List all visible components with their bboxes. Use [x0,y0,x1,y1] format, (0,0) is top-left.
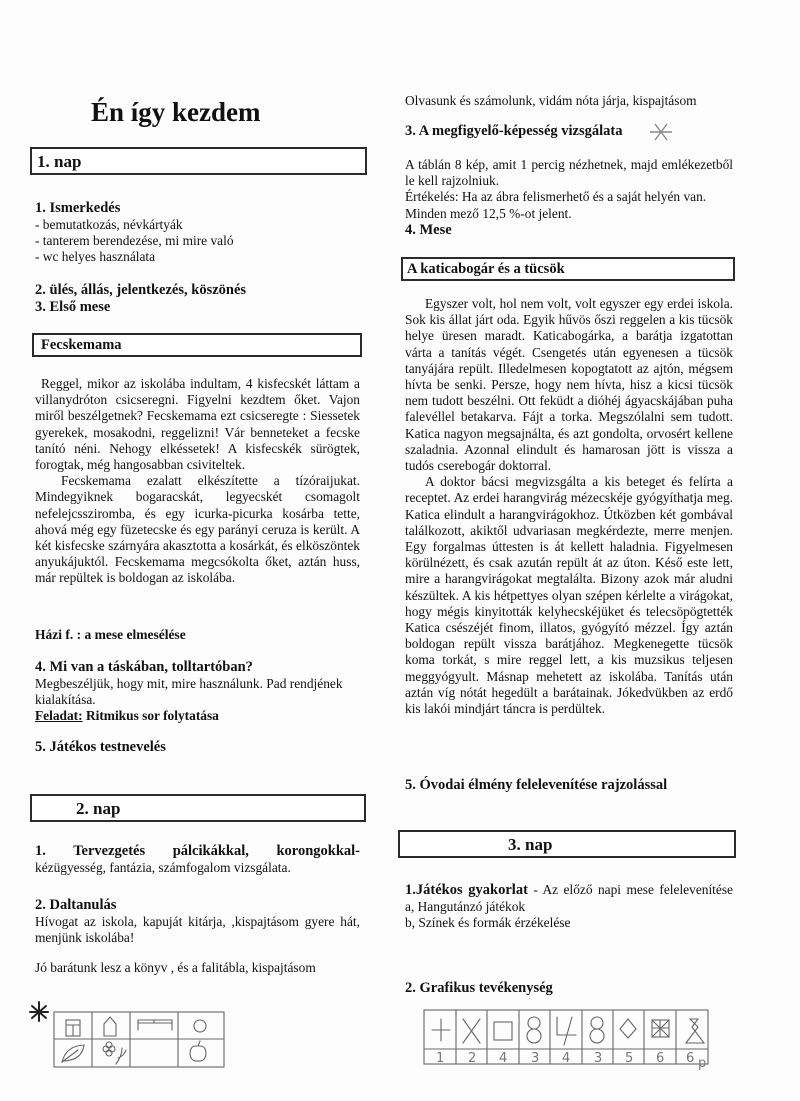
ismerkedes-line-2: - tanterem berendezése, mi mire való [35,233,234,249]
story2-paragraph-1: Egyszer volt, hol nem volt, volt egyszer egy erdei iskola. Sok kis állat járt oda. Egyik hűvös őszi reggelen a kis tücsök helye üresen maradt. Katicabogárka, a barátja izgatottan várta a tanítás végét. Csengetés után egyenesen a tücsök tanyájára repült. Illedelmesen kopogtatott az ajtón, mégsem hívta be senki. Persze, hogy nem hívta, hisz a kicsi tücsök nem tudott beszélni. Ott feküdt a dióhéj ágyacskájában puha falevéllel betakarva. Fájt a torka. Megszólalni sem tudott. Katica nagyon megsajnálta, és azt gondolta, orvosért kellene szaladnia. Azonnal elindult és hamarosan jött is vissza a tudós cserebogár doktorral. [405,296,733,474]
drawing-grid [30,998,230,1068]
homework: Házi f. : a mese elmesélése [35,627,186,642]
item-grafikus: 2. Grafikus tevékenység [405,980,553,996]
svg-text:4: 4 [499,1051,508,1066]
item-ismerkedes: 1. Ismerkedés [35,200,121,216]
megfigyeles-text: A táblán 8 kép, amit 1 percig nézhetnek, majd emlékezetből le kell rajzolniuk. [405,157,733,189]
star-mark-icon [648,122,674,142]
item-ovodai-elmeny: 5. Óvodai élmény felelevenítése rajzolással [405,777,668,793]
diamond-icon [620,1019,636,1038]
story1-paragraph-2: Fecskemama ezalatt elkészítette a tízóraijukat. Mindegyiknek bogaracskát, legyecskét csomagolt nefelejcssziromba, és egy icurka-picurka kosárba tette, ahová még egy füzetecske és egy parányi ceruza is került. A két kisfecske szárnyára akasztotta a kosárkát, és elköszöntek anyukájuktól. Fecskemama megcsókolta őket, aztán huss, már repültek is boldogan az iskolába. [35,473,360,586]
day1-heading-box [30,147,367,175]
svg-text:p: p [698,1056,707,1071]
task-text: Ritmikus sor folytatása [82,708,219,724]
day3-heading-box [398,830,736,858]
megfigyeles-evaluation: Értékelés: Ha az ábra felismerhető és a saját helyén van. [405,189,707,205]
svg-text:3: 3 [531,1051,540,1066]
figure-eight-icon [590,1017,604,1043]
circle-icon [194,1020,206,1032]
bed-icon [138,1020,172,1030]
task-label: Feladat: [35,708,83,724]
daltanulas-text: Hívogat az iskola, kapuját kitárja, ,kispajtásom gyere hát, menjünk iskolába! [35,914,360,946]
four-icon [557,1017,576,1045]
score-row [436,1051,706,1071]
story2-paragraph-2: A doktor bácsi megvizsgálta a kis beteget és felírta a receptet. Az erdei harangvirág mézecskéje gyógyíthatja meg. Katica elindult a harangvirágokhoz. Útközben két gombával találkozott, akiktől udvariasan megkérdezte, merre menjen. Egy forgalmas úttesten is át kellett haladnia. Figyelmesen körülnézett, és csak azután repült át az úton. Késő este lett, mire a harangvirágokat megtalálta. Bizony azok már aludni készültek. A kis hétpettyes olyan szépen kérlelte a virágokat, hogy mégis kinyitották kelyhecskéjüket és telecsöpögtették Katica csészéjét finom, illatos, gyógyító mézzel. Így aztán boldogan repült vissza barátjához. Megkenegette tücsök koma torkát, s mire reggel lett, a kis muzsikus teljesen meggyógyult. Másnap mehetett az iskolába. Tanítás után aztán víg nótát hegedült a barátainak. Jókedvükben az erdő kis lakói mindjárt táncra is perdültek. [405,474,733,717]
house-icon [104,1017,116,1036]
apple-icon [190,1041,206,1061]
window-icon [66,1020,80,1036]
item-megfigyeles: 3. A megfigyelő-képesség vizsgálata [405,123,623,139]
svg-text:3: 3 [594,1051,603,1066]
song-end: Olvasunk és számolunk, vidám nóta járja, kispajtásom [405,93,697,108]
day3-heading: 3. nap [508,835,553,854]
svg-text:6: 6 [686,1051,695,1066]
story1-title-box [32,333,362,357]
flower-icon [103,1042,126,1064]
svg-text:5: 5 [625,1051,634,1066]
hourglass-loop-icon [686,1019,704,1043]
story2-title-box [401,257,735,281]
daltanulas-text-2: Jó barátunk lesz a könyv , és a falitábla, kispajtásom [35,960,316,976]
svg-text:6: 6 [656,1051,665,1066]
story1-paragraph-1: Reggel, mikor az iskolába indultam, 4 kisfecskét láttam a villanydróton csicseregni. Figyelni kezdtem őket. Vajon miről beszélgetnek? Fecskemama ezt csicseregte : Siessetek gyerekek, mosakodni, reggelizni! Vár benneteket a fecske tanító néni. Nehogy elkéssetek! A kisfecskék sürögtek, forogtak, még hangosabban csiviteltek. [35,376,360,473]
item-tervezgetes: 1. Tervezgetés pálcikákkal, korongokkal- [35,843,360,859]
item-taskaban: 4. Mi van a táskában, tolltartóban? [35,659,253,675]
day2-heading-box [30,794,366,822]
megfigyeles-percent: Minden mező 12,5 %-ot jelent. [405,205,572,221]
svg-text:2: 2 [468,1051,477,1066]
item-elso-mese: 3. Első mese [35,299,111,315]
day2-heading: 2. nap [76,799,121,818]
svg-text:4: 4 [562,1051,571,1066]
boxed-star-icon [652,1020,669,1037]
square-icon [494,1022,512,1040]
taskaban-text: Megbeszéljük, hogy mit, mire használunk. Pad rendjének kialakítása. [35,676,343,708]
figure-eight-icon [527,1017,541,1043]
grafikus-grid [424,1005,714,1069]
tervezgetes-text: kézügyesség, fantázia, számfogalom vizsgálata. [35,860,291,875]
item-jatekos-gyakorlat: 1.Játékos gyakorlat [405,882,528,898]
item-daltanulas: 2. Daltanulás [35,897,117,913]
svg-text:1: 1 [436,1051,445,1066]
day1-heading: 1. nap [37,152,82,171]
plus-icon [432,1019,450,1041]
ismerkedes-line-1: - bemutatkozás, névkártyák [35,217,183,232]
item-mese: 4. Mese [405,221,452,238]
page-title: Én így kezdem [91,97,261,127]
item-ules-allas: 2. ülés, állás, jelentkezés, köszönés [35,282,247,298]
cross-icon [463,1019,480,1043]
item-testneveles: 5. Játékos testnevelés [35,739,166,755]
option-a: a, Hangutánzó játékok [405,899,526,914]
ismerkedes-line-3: - wc helyes használata [35,249,156,265]
story2-title: A katicabogár és a tücsök [407,261,565,277]
asterisk-icon [30,1002,48,1021]
leaf-icon [62,1045,84,1062]
option-b: b, Színek és formák érzékelése [405,915,571,931]
story1-title: Fecskemama [41,337,122,353]
jatekos-gyakorlat-text: - Az előző napi mese felelevenítése [527,882,733,897]
